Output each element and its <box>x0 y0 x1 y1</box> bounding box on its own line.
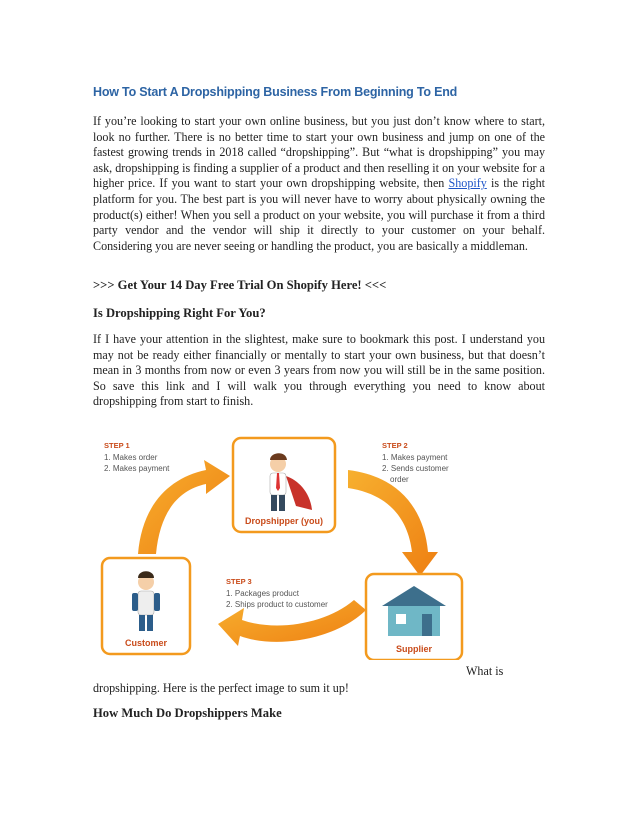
intro-text-end: is the right platform for you. The best part is you will never have to worry about physically owning the product(s) either! When you sell a product on your website, you will purchase it from a third party vendor and the vendor will ship it directly to your customer on your behalf. Considering you are never seeing or handling the product, you are basically a middleman. <box>93 176 545 253</box>
arrow-step1 <box>138 460 230 554</box>
step1-line2: 2. Makes payment <box>104 464 170 473</box>
arrow-step2 <box>348 470 438 576</box>
intro-paragraph <box>93 114 545 254</box>
step1-line1: 1. Makes order <box>104 453 158 462</box>
customer-label: Customer <box>124 638 168 648</box>
step2-line1: 1. Makes payment <box>382 453 448 462</box>
step2-line3: order <box>390 475 409 484</box>
dropshipper-label: Dropshipper (you) <box>245 516 323 526</box>
step2-line2: 2. Sends customer <box>382 464 449 473</box>
customer-node <box>102 558 190 654</box>
step1-title: STEP 1 <box>104 441 130 450</box>
supplier-node <box>366 574 462 660</box>
dropshipper-node <box>233 438 335 532</box>
intro-text-start: If you’re looking to start your own online business, but you just don’t know where to start, look no further. There is no better time to start your own business and jump on one of the fastest growing trends in 2018 called “dropshipping”. But “what is dropshipping” you may ask, dropshipping is finding a supplier of a product and then reselling it on your website for a higher price. If you want to start your own dropshipping website, then <box>93 114 545 191</box>
step2-title: STEP 2 <box>382 441 408 450</box>
supplier-label: Supplier <box>395 644 433 654</box>
step3-title: STEP 3 <box>226 577 252 586</box>
bottom-heading: How Much Do Dropshippers Make <box>93 706 282 720</box>
page-title: How To Start A Dropshipping Business From Beginning To End <box>93 85 458 99</box>
image-caption-start: What is <box>466 664 504 678</box>
image-caption-end: dropshipping. Here is the perfect image to sum it up! <box>93 681 349 695</box>
step3-line1: 1. Packages product <box>226 589 299 598</box>
dropshipping-diagram <box>98 436 478 660</box>
section-paragraph: If I have your attention in the slightest, make sure to bookmark this post. I understand you may not be ready either financially or mentally to start your own business, but that doesn’t mean in 3 months from now or even 3 years from now you will still be in the same position. So save this link and I will walk you through everything you need to know about dropshipping from start to finish. <box>93 332 545 409</box>
free-trial-cta: >>> Get Your 14 Day Free Trial On Shopify Here! <<< <box>93 278 387 292</box>
section-heading: Is Dropshipping Right For You? <box>93 306 266 320</box>
shopify-link[interactable]: Shopify <box>448 176 487 191</box>
step3-line2: 2. Ships product to customer <box>226 600 328 609</box>
